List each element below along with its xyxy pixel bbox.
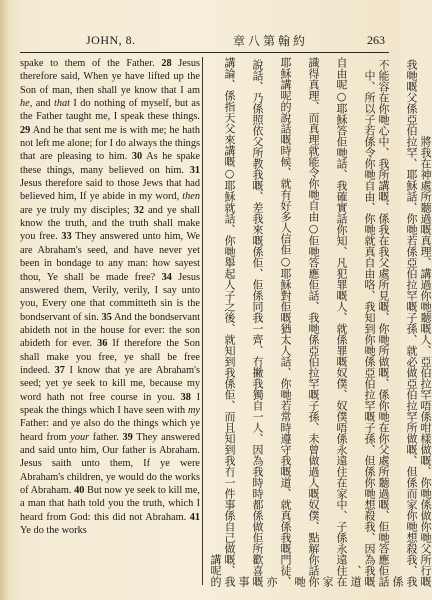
italic-word: your (70, 431, 90, 443)
verse-number: 35 (101, 311, 112, 323)
chinese-text-line: 將我在神處所聽過嘅真理、講過你哋聽嘅人、亞伯拉罕唔係咁樣做嘅、你哋係做你哋父所行嘅 (419, 136, 432, 587)
page-header (20, 30, 389, 53)
verse-text: Father: and ye also do the things which ye heard from (20, 418, 200, 443)
verse-number: 34 (161, 271, 172, 283)
verse-text: I know that ye are Abraham's seed; yet ye seek to kill me, because my word hath not free course in you. (20, 364, 200, 403)
column-divider (202, 57, 203, 585)
verse-text: are ye truly my disciples; (20, 204, 134, 216)
verse-text: I speak the things which I have seen with (20, 391, 200, 416)
italic-word: he (20, 98, 30, 110)
verse-number: 40 (74, 485, 85, 496)
page-number: 263 (367, 33, 385, 47)
verse-number: 38 (180, 391, 191, 403)
verse-number: 36 (97, 338, 108, 350)
verse-text: I do nothing of myself, but as the Father taught me, I speak these things. (20, 98, 200, 123)
verse-number: 29 (20, 124, 31, 136)
verse-number: 30 (131, 151, 143, 163)
verse-number: 32 (133, 204, 144, 216)
chinese-text-line: 識得真理、而真理就能令你哋自由○佢哋答應佢話、我哋係亞伯拉罕嘅子孫、未曾做過人嘅奴僕、點解你話你哋 (293, 57, 320, 587)
verse-text: They answered unto him, We are Abraham's seed, and have never yet been in bondage to any man: how sayest thou, Ye shall be made free? (20, 231, 201, 283)
verse-text: And he that sent me is with me; he hath not left me alone; for I do always the things that are pleasing to him. (20, 124, 200, 163)
verse-number: 39 (122, 431, 133, 443)
verse-text: Jesus therefore said to those Jews that had believed him, If ye abide in my word, (20, 178, 200, 203)
verse-text: , and (29, 98, 54, 110)
verse-text: Jesus answered them, Verily, verily, I say unto you, Every one that committeth sin is the bondservant of sin. (20, 271, 200, 323)
verse-text: father. (89, 431, 123, 443)
running-head-english: JOHN, 8. (86, 33, 136, 47)
verse-number: 33 (61, 231, 72, 243)
chinese-text-line: 講論、係指天父來講嘅○耶穌就話、你哋舉起人子之後、就知到我係佢、而且知到我冇一件事係自己做嘅、我講呢的 (209, 57, 236, 587)
verse-text: They answered and said unto him, Our father is Abraham. Jesus saith unto them, If ye were Abraham's children, ye would do the works of Abraham. (20, 431, 201, 496)
chinese-text-line: 不能容在你哋心中、我所講嘅、係我在我父處所見嘅、你哋所做嘅、係你哋在你父處所聽過嘅、佢哋答應佢話 (377, 59, 390, 587)
verse-number: 37 (54, 364, 65, 376)
verse-text: Ye do the works (20, 525, 87, 537)
italic-word: that (53, 98, 71, 110)
verse-number: 41 (189, 511, 200, 523)
chinese-text-line: 我哋嘅父係亞伯拉罕、耶穌話、你哋若係亞伯拉罕嘅子孫、就必做亞伯拉罕所做嘅、但係而家你哋想殺我、我係 (391, 59, 418, 587)
verse-number: 31 (189, 164, 200, 176)
chinese-text-line: 自由呢○耶穌答佢哋話、我確實話你知、凡犯罪嘅人、就係罪嘅奴僕、奴僕唔係永遠住在家中、子係永遠住在家 (321, 57, 348, 587)
verse-number: 28 (161, 58, 172, 69)
verse-text: As he spake these things, many believed on him. (20, 151, 200, 176)
verse-text: and ye shall know the truth, and the truth shall make you free. (20, 204, 200, 243)
chinese-text-line: 耶穌講呢的說話嘅時候、就有好多人信佢○耶穌對佢嘅猶太人話、你哋若常時遵守我嘅道、就真係我嘅門徒、亦 (265, 57, 292, 587)
verse-text: But now ye seek to kill me, a man that hath told you the truth, which I heard from God: this did not Abraham. (20, 485, 200, 523)
verse-text: Jesus therefore said, When ye have lifted up the Son of man, then shall ye know that I am (20, 58, 200, 96)
verse-text: If therefore the Son shall make you free, ye shall be free indeed. (20, 338, 200, 376)
english-text-column (20, 57, 200, 537)
italic-word: then (182, 191, 200, 203)
verse-text: And the bondservant abideth not in the house for ever: the son abideth for ever. (20, 311, 200, 350)
verse-text: spake to them of the Father. (20, 58, 162, 69)
chinese-text-column (208, 57, 432, 587)
italic-word: my (187, 404, 200, 416)
page-binding-edge (0, 0, 10, 600)
chinese-text-line: 中、所以子若係令你哋自由、你哋就真自由咯、我知到你哋係亞伯拉罕嘅子孫、但係你哋想殺我、因為我嘅道、 (349, 70, 376, 587)
chinese-text-line: 說話、乃係照依父所教我嘅、差我來嘅係佢、佢係同我一齊、冇撇我獨自一人、因為我時時都係做佢所歡喜嘅事 (237, 59, 264, 587)
running-head-chinese: 章八第翰約 (233, 34, 309, 48)
